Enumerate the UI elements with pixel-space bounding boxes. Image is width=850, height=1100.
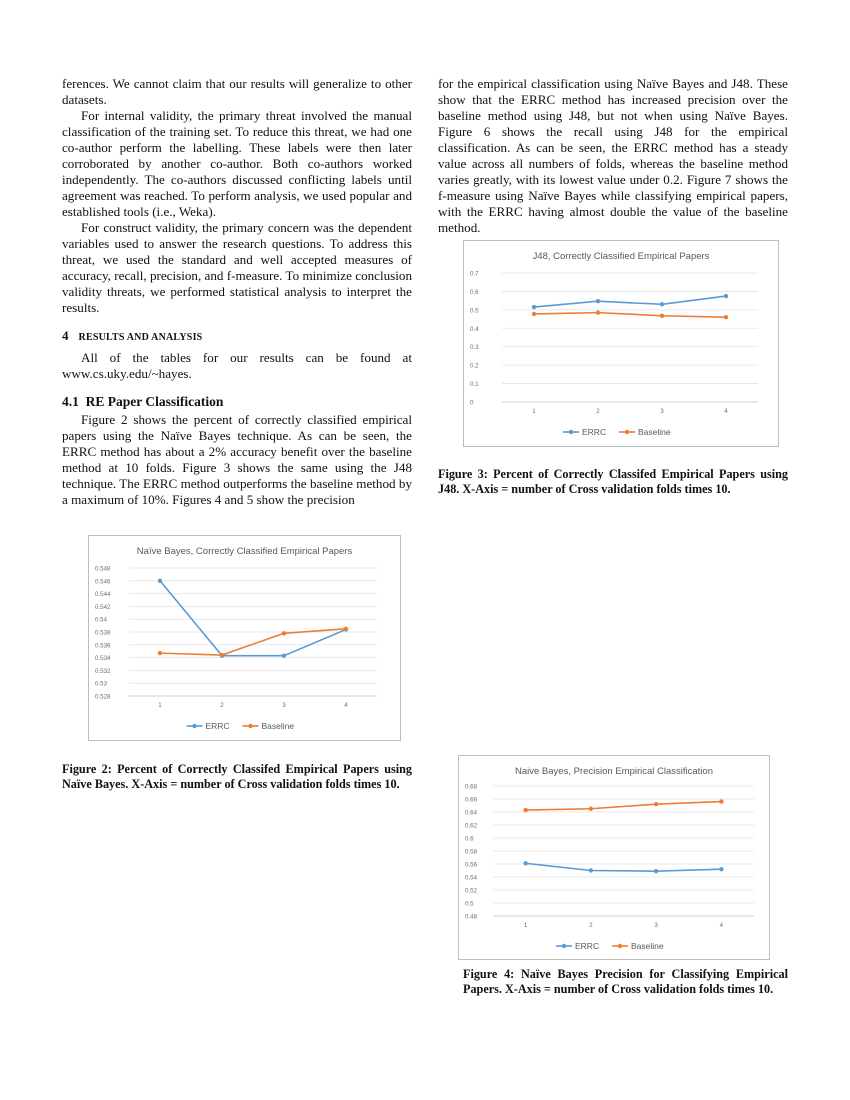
section-heading [62, 328, 412, 346]
figure-2-caption: Figure 2: Percent of Correctly Classifed Empirical Papers using Naïve Bayes. X-Axis = number of Cross validation folds times 10. [62, 762, 412, 791]
figure-4-plot [459, 756, 769, 959]
y-tick-label: 0.542 [95, 603, 111, 611]
data-point-errc [523, 861, 527, 865]
legend-marker [248, 724, 252, 728]
y-tick-label: 0.534 [95, 655, 111, 663]
x-tick-label: 2 [220, 702, 224, 709]
data-point-errc [724, 294, 728, 298]
y-tick-label: 0.5 [465, 900, 474, 908]
data-point-errc [719, 867, 723, 871]
paragraph-threats-end: ferences. We cannot claim that our results will generalize to other datasets. [62, 76, 412, 107]
y-tick-label: 0.548 [95, 565, 111, 573]
y-tick-label: 0.544 [95, 591, 111, 599]
legend-label: ERRC [205, 721, 230, 732]
y-tick-label: 0.56 [465, 861, 478, 869]
legend-label: Baseline [631, 941, 664, 952]
series-line-baseline [534, 313, 726, 318]
y-tick-label: 0.1 [470, 381, 479, 389]
section-title: RESULTS AND ANALYSIS [78, 332, 203, 343]
x-tick-label: 1 [532, 408, 536, 415]
data-point-baseline [523, 808, 527, 812]
y-tick-label: 0.6 [465, 835, 474, 843]
data-point-baseline [344, 627, 348, 631]
y-tick-label: 0.546 [95, 578, 111, 586]
x-tick-label: 1 [158, 702, 162, 709]
paragraph-tables-link: All of the tables for our results can be found at www.cs.uky.edu/~hayes. [62, 350, 412, 381]
data-point-baseline [719, 799, 723, 803]
y-tick-label: 0.532 [95, 667, 111, 675]
data-point-errc [596, 299, 600, 303]
figure-4-chart [458, 755, 770, 960]
chart-title: J48, Correctly Classified Empirical Papers [532, 251, 710, 262]
subsection-title: RE Paper Classification [85, 394, 224, 409]
y-tick-label: 0.6 [470, 288, 479, 296]
x-tick-label: 3 [654, 922, 658, 929]
y-tick-label: 0.66 [465, 796, 478, 804]
figure-2-chart [88, 535, 401, 741]
y-tick-label: 0.4 [470, 325, 479, 333]
y-tick-label: 0.7 [470, 270, 479, 278]
y-tick-label: 0.64 [465, 809, 478, 817]
legend-label: Baseline [638, 427, 671, 438]
subsection-heading [62, 394, 412, 410]
right-column [438, 76, 788, 236]
legend-label: Baseline [261, 721, 295, 732]
left-column [62, 76, 412, 508]
y-tick-label: 0.53 [95, 680, 108, 688]
y-tick-label: 0.538 [95, 629, 111, 637]
figure-2-plot [89, 536, 400, 740]
data-point-errc [660, 302, 664, 306]
paragraph-construct-validity: For construct validity, the primary concern was the dependent variables used to answer the research questions. To address this threat, we used the standard and well accepted measures of accuracy, recall, precision, and f-measure. To minimize conclusion validity threats, we performed statistical analysis to interpret the results. [62, 220, 412, 315]
paragraph-internal-validity: For internal validity, the primary threat involved the manual classification of the training set. To reduce this threat, we had one co-author perform the labelling. These labels were then later corroborated by another co-author. Both co-authors worked independently. The co-authors discussed conflicting labels until agreement was reached. To perform analysis, we used popular and established tools (i.e., Weka). [62, 108, 412, 219]
x-tick-label: 1 [523, 922, 528, 929]
chart-title: Naive Bayes, Precision Empirical Classification [515, 766, 713, 777]
data-point-baseline [220, 653, 224, 657]
y-tick-label: 0.68 [465, 783, 478, 791]
data-point-baseline [532, 312, 536, 316]
x-tick-label: 4 [724, 408, 728, 415]
y-tick-label: 0.3 [470, 344, 479, 352]
data-point-baseline [596, 310, 600, 314]
y-tick-label: 0 [470, 399, 474, 407]
data-point-baseline [654, 802, 658, 806]
legend-marker [625, 430, 629, 434]
figure-3-plot [464, 241, 778, 446]
section-number: 4 [62, 328, 69, 343]
x-tick-label: 3 [660, 408, 664, 415]
figure-3-chart [463, 240, 779, 447]
paragraph-precision-recall: for the empirical classification using Naïve Bayes and J48. These show that the ERRC method has increased precision over the baseline method using J48, but not when using Naïve Bayes. Figure 6 shows the recall using J48 for the empirical classification. As can be seen, the ERRC method has a steady value across all numbers of folds, whereas the baseline method varies greatly, with its lowest value under 0.2. Figure 7 shows the f-measure using Naïve Bayes while classifying empirical papers, with the ERRC having almost double the value of the baseline method. [438, 76, 788, 235]
paragraph-results: Figure 2 shows the percent of correctly classified empirical papers using the Naïve Bayes technique. As can be seen, the ERRC method has about a 2% accuracy benefit over the baseline method at 10 folds. Figure 3 shows the same using the J48 technique. The ERRC method outperforms the baseline method by a maximum of 10%. Figures 4 and 5 show the precision [62, 412, 412, 507]
data-point-errc [532, 305, 536, 309]
y-tick-label: 0.536 [95, 642, 111, 650]
x-tick-label: 4 [344, 702, 348, 709]
y-tick-label: 0.2 [470, 362, 479, 370]
x-tick-label: 2 [596, 408, 600, 415]
series-line-baseline [526, 802, 722, 810]
series-line-errc [534, 296, 726, 307]
y-tick-label: 0.48 [465, 913, 478, 921]
legend-label: ERRC [575, 941, 600, 952]
series-line-errc [526, 863, 722, 871]
legend-marker [562, 944, 566, 948]
data-point-baseline [724, 315, 728, 319]
legend-marker [192, 724, 196, 728]
figure-4-caption: Figure 4: Naïve Bayes Precision for Classifying Empirical Papers. X-Axis = number of Cross validation folds times 10. [463, 967, 788, 996]
legend-label: ERRC [582, 427, 607, 438]
data-point-errc [654, 869, 658, 873]
figure-3-caption: Figure 3: Percent of Correctly Classifed Empirical Papers using J48. X-Axis = number of Cross validation folds times 10. [438, 467, 788, 496]
y-tick-label: 0.54 [95, 616, 108, 624]
data-point-errc [282, 653, 286, 657]
data-point-errc [158, 579, 162, 583]
y-tick-label: 0.5 [470, 307, 479, 315]
data-point-baseline [589, 807, 593, 811]
legend-marker [569, 430, 573, 434]
x-tick-label: 3 [282, 702, 286, 709]
x-tick-label: 4 [719, 922, 724, 929]
y-tick-label: 0.528 [95, 693, 111, 701]
y-tick-label: 0.58 [465, 848, 478, 856]
subsection-number: 4.1 [62, 394, 79, 409]
chart-title: Naïve Bayes, Correctly Classified Empirical Papers [136, 546, 353, 557]
data-point-baseline [282, 631, 286, 635]
data-point-baseline [660, 314, 664, 318]
y-tick-label: 0.62 [465, 822, 478, 830]
y-tick-label: 0.52 [465, 887, 478, 895]
x-tick-label: 2 [589, 922, 593, 929]
data-point-baseline [158, 651, 162, 655]
legend-marker [618, 944, 622, 948]
y-tick-label: 0.54 [465, 874, 478, 882]
data-point-errc [589, 868, 593, 872]
